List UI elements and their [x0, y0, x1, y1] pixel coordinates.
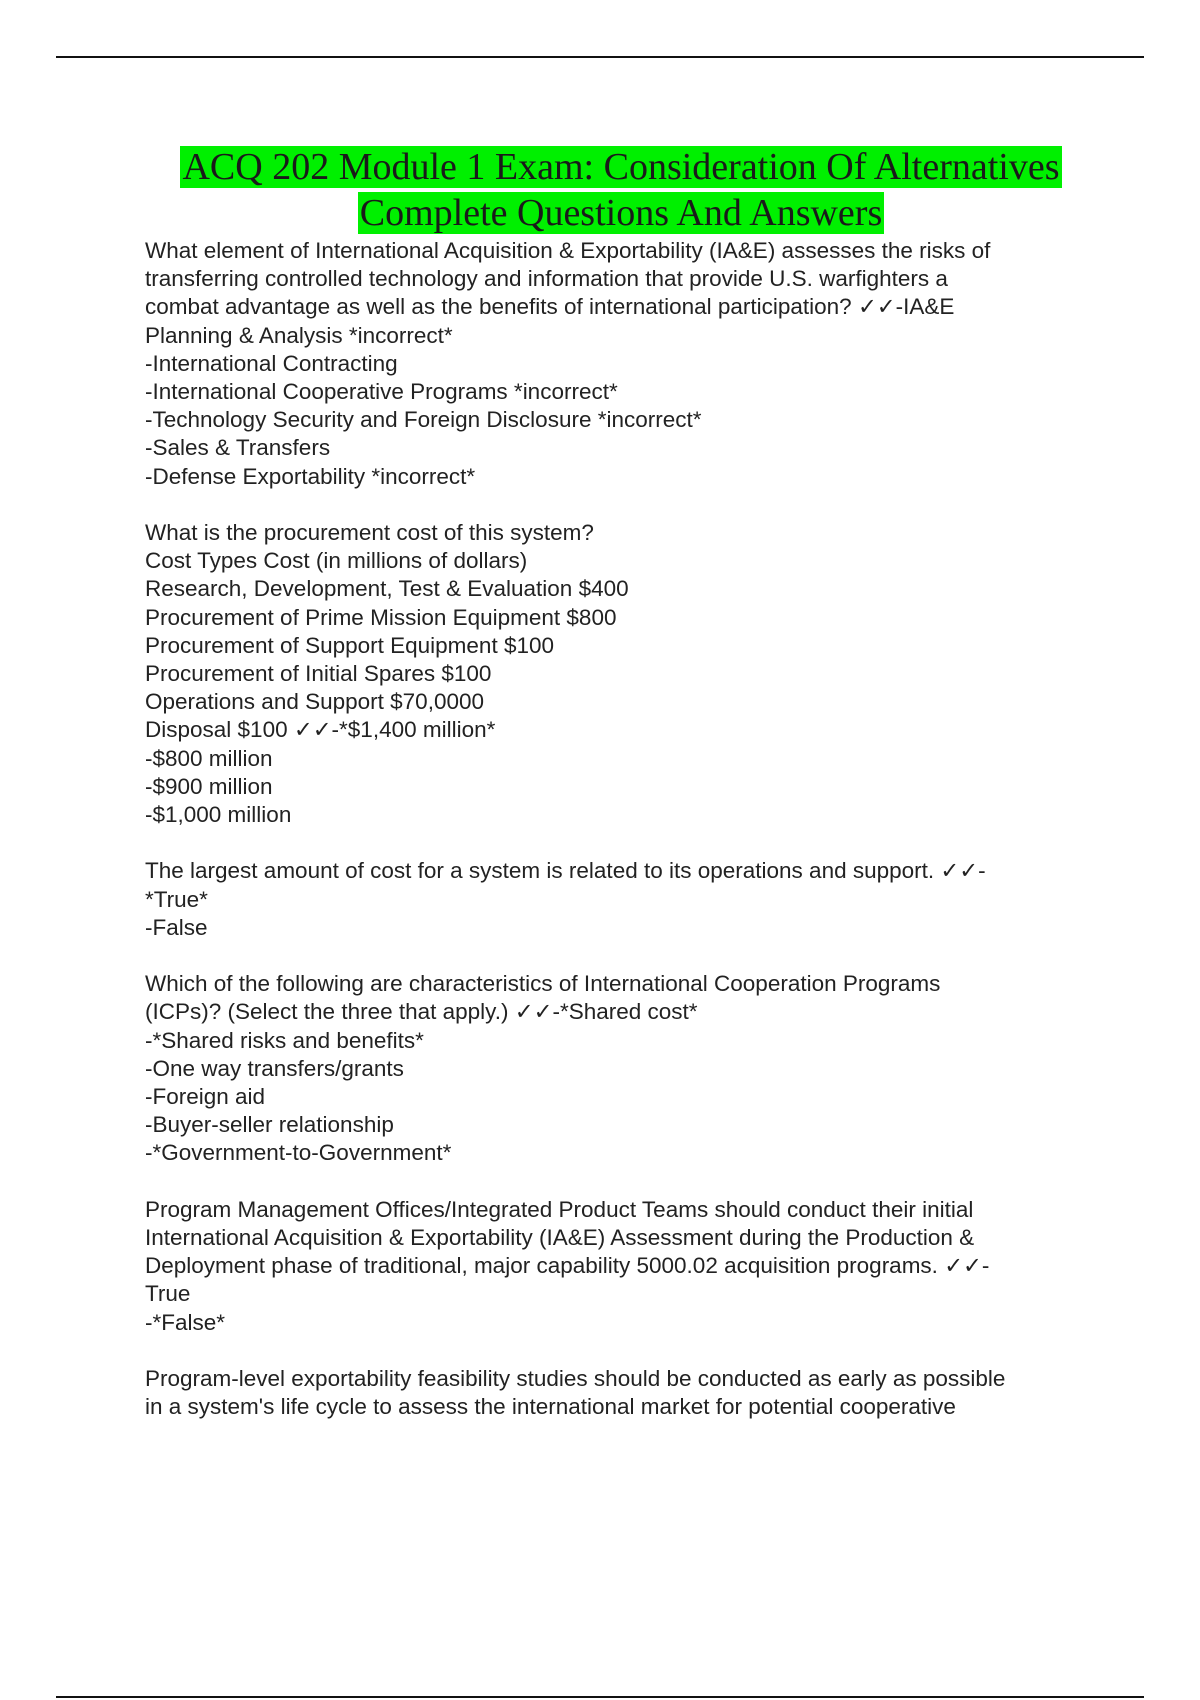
- question-block-4: [145, 970, 1085, 1167]
- text-line: Research, Development, Test & Evaluation $400: [145, 576, 629, 602]
- text-line: What is the procurement cost of this system?: [145, 520, 594, 546]
- text-line: in a system's life cycle to assess the international market for potential cooperative: [145, 1394, 956, 1420]
- paragraph-gap: [145, 829, 1085, 857]
- header-rule: [56, 56, 1144, 58]
- answer-option: -Foreign aid: [145, 1084, 266, 1110]
- question-block-1: [145, 237, 1085, 491]
- title-line-1: ACQ 202 Module 1 Exam: Consideration Of Alternatives: [182, 146, 1060, 188]
- document-title: [146, 144, 1096, 236]
- question-block-3: [145, 857, 1085, 942]
- paragraph-gap: [145, 942, 1085, 970]
- document-body: [145, 237, 1085, 1421]
- text-line: Deployment phase of traditional, major capability 5000.02 acquisition programs. ✓✓-: [145, 1253, 990, 1279]
- question-block-6: [145, 1365, 1085, 1421]
- answer-option: -Technology Security and Foreign Disclosure *incorrect*: [145, 407, 702, 433]
- answer-option: -One way transfers/grants: [145, 1055, 404, 1081]
- answer-option: -Sales & Transfers: [145, 435, 331, 461]
- title-line-2: Complete Questions And Answers: [359, 192, 883, 234]
- answer-option: -International Cooperative Programs *incorrect*: [145, 379, 618, 405]
- text-line: Cost Types Cost (in millions of dollars): [145, 548, 528, 574]
- answer-option: -*Shared risks and benefits*: [145, 1027, 424, 1053]
- text-line: Procurement of Initial Spares $100: [145, 661, 492, 687]
- answer-option: -International Contracting: [145, 350, 398, 376]
- text-line: The largest amount of cost for a system is related to its operations and support. ✓✓-: [145, 858, 986, 884]
- footer-rule: [56, 1696, 1144, 1698]
- question-block-2: [145, 519, 1085, 829]
- answer-option: -$800 million: [145, 745, 273, 771]
- text-line: Program-level exportability feasibility studies should be conducted as early as possible: [145, 1366, 1006, 1392]
- text-line: What element of International Acquisition & Exportability (IA&E) assesses the risks of: [145, 238, 991, 263]
- answer-option: -$900 million: [145, 773, 273, 799]
- answer-option: -*Government-to-Government*: [145, 1140, 452, 1166]
- text-line: Procurement of Support Equipment $100: [145, 632, 554, 658]
- answer-option: True: [145, 1281, 191, 1307]
- answer-option: -$1,000 million: [145, 802, 292, 828]
- text-line: Operations and Support $70,0000: [145, 689, 485, 715]
- text-line: Procurement of Prime Mission Equipment $800: [145, 604, 617, 630]
- text-line: (ICPs)? (Select the three that apply.) ✓✓-*Shared cost*: [145, 999, 698, 1025]
- text-line: Program Management Offices/Integrated Product Teams should conduct their initial: [145, 1196, 974, 1222]
- paragraph-gap: [145, 1337, 1085, 1365]
- text-line: combat advantage as well as the benefits of international participation? ✓✓-IA&E: [145, 294, 955, 320]
- answer-option: *True*: [145, 886, 208, 912]
- text-line: Which of the following are characteristics of International Cooperation Programs: [145, 971, 941, 997]
- text-line: Planning & Analysis *incorrect*: [145, 322, 453, 348]
- paragraph-gap: [145, 1168, 1085, 1196]
- answer-option: -*False*: [145, 1309, 226, 1335]
- answer-option: -Buyer-seller relationship: [145, 1112, 394, 1138]
- text-line: International Acquisition & Exportability (IA&E) Assessment during the Production &: [145, 1225, 975, 1251]
- answer-option: -Defense Exportability *incorrect*: [145, 463, 476, 489]
- paragraph-gap: [145, 491, 1085, 519]
- question-block-5: [145, 1196, 1085, 1337]
- text-line: Disposal $100 ✓✓-*$1,400 million*: [145, 717, 496, 743]
- text-line: transferring controlled technology and information that provide U.S. warfighters a: [145, 266, 948, 292]
- answer-option: -False: [145, 914, 208, 940]
